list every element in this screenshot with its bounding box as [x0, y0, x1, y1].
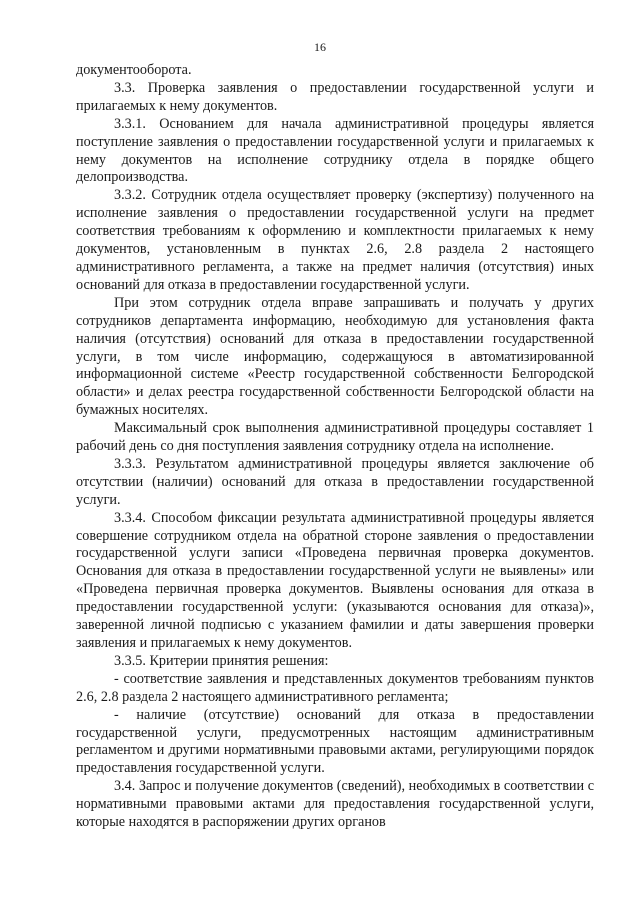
paragraph: 3.3.5. Критерии принятия решения: — [114, 652, 329, 669]
paragraph: - наличие (отсутствие) оснований для отказа в предоставлении государственной услуги, предусмотренных настоящим административным регламентом и другими нормативными правовыми актами, регулирующими порядок предоставления государственной услуги. — [76, 706, 594, 777]
paragraph: 3.3.2. Сотрудник отдела осуществляет проверку (экспертизу) полученного на исполнение заявления о предоставлении государственной услуги на предмет соответствия требованиям к оформлению и комплектности прилагаемых к нему документов, установленным в пунктах 2.6, 2.8 раздела 2 настоящего административного регламента, а также на предмет наличия (отсутствия) иных оснований для отказа в предоставлении государственной услуги. — [76, 187, 594, 293]
paragraph: 3.4. Запрос и получение документов (сведений), необходимых в соответствии с нормативными правовыми актами для предоставления государственной услуги, которые находятся в распоряжении других органов — [76, 778, 594, 831]
document-body — [76, 62, 594, 832]
paragraph: 3.3.3. Результатом административной процедуры является заключение об отсутствии (наличии) оснований для отказа в предоставлении государственной услуги. — [76, 455, 594, 508]
paragraph: При этом сотрудник отдела вправе запрашивать и получать у других сотрудников департамента информацию, необходимую для установления факта наличия (отсутствия) оснований для отказа в предоставлении государственной услуги, в том числе информацию, содержащуюся в автоматизированной информационной системе «Реестр государственной собственности Белгородской области» и делах реестра государственной собственности Белгородской области на бумажных носителях. — [76, 294, 594, 419]
paragraph: Максимальный срок выполнения административной процедуры составляет 1 рабочий день со дня поступления заявления сотруднику отдела на исполнение. — [76, 420, 594, 455]
paragraph: 3.3.1. Основанием для начала административной процедуры является поступление заявления о предоставлении государственной услуги и прилагаемых к нему документов на исполнение сотруднику отдела в порядке общего делопроизводства. — [76, 115, 594, 186]
paragraph: 3.3. Проверка заявления о предоставлении государственной услуги и прилагаемых к нему документов. — [76, 79, 594, 114]
paragraph: документооборота. — [76, 62, 192, 78]
paragraph: - соответствие заявления и представленных документов требованиям пунктов 2.6, 2.8 раздела 2 настоящего административного регламента; — [76, 670, 594, 705]
paragraph: 3.3.4. Способом фиксации результата административной процедуры является совершение сотрудником отдела на обратной стороне заявления о предоставлении государственной услуги записи «Проведена первичная проверка документов. Основания для отказа в предоставлении государственной услуги не выявлены» или «Проведена первичная проверка документов. Выявлены основания для отказа в предоставлении государственной услуги: (указываются основания для отказа)», заверенной личной подписью с указанием фамилии и даты завершения проверки заявления и прилагаемых к нему документов. — [76, 509, 594, 651]
page-number: 16 — [314, 40, 326, 54]
